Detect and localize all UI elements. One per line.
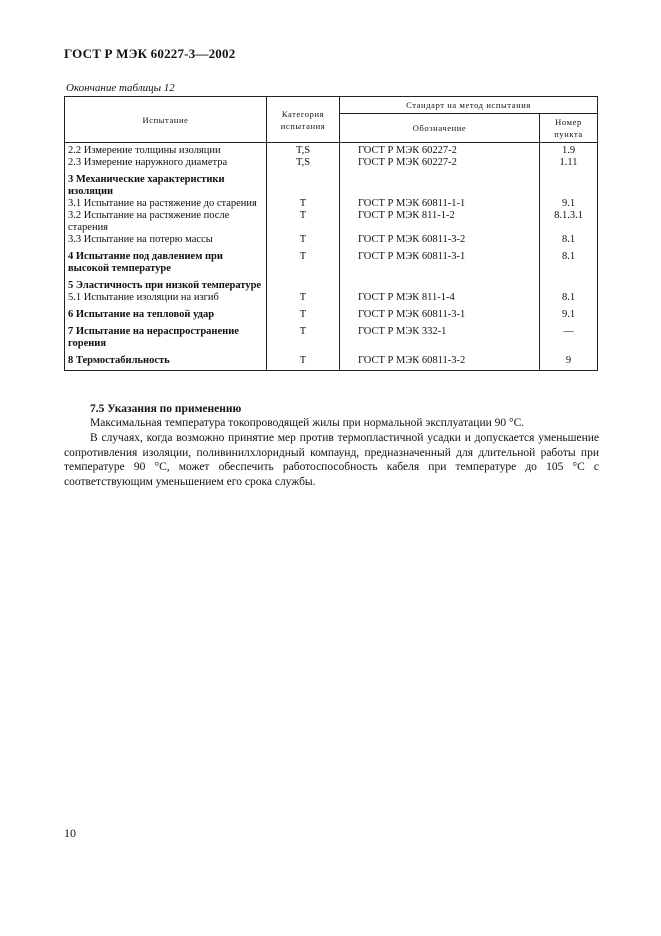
cell-designation: ГОСТ Р МЭК 60811-3-1 xyxy=(340,304,540,321)
cell-designation: ГОСТ Р МЭК 60811-3-2 xyxy=(340,350,540,371)
cell-designation xyxy=(340,275,540,292)
header-standard: Стандарт на метод испытания xyxy=(340,97,598,114)
table-row xyxy=(65,210,598,234)
table-row xyxy=(65,275,598,292)
cell-designation: ГОСТ Р МЭК 60227-2 xyxy=(340,143,540,158)
cell-clause xyxy=(540,275,598,292)
cell-clause: 8.1 xyxy=(540,292,598,304)
table-row xyxy=(65,246,598,275)
test-methods-table xyxy=(64,96,598,371)
cell-designation xyxy=(340,169,540,198)
table-row xyxy=(65,292,598,304)
cell-clause: 1.9 xyxy=(540,143,598,158)
cell-test: 5.1 Испытание изоляции на изгиб xyxy=(65,292,267,304)
table-caption: Окончание таблицы 12 xyxy=(66,82,175,94)
table-row xyxy=(65,321,598,350)
table-row xyxy=(65,304,598,321)
cell-category: Т xyxy=(267,304,340,321)
table-row xyxy=(65,350,598,371)
paragraph: Максимальная температура токопроводящей жилы при нормальной эксплуатации 90 °С. xyxy=(90,417,525,429)
cell-clause: 8.1.3.1 xyxy=(540,210,598,234)
cell-category: Т xyxy=(267,321,340,350)
cell-clause: 8.1 xyxy=(540,246,598,275)
cell-category: Т xyxy=(267,292,340,304)
cell-designation: ГОСТ Р МЭК 60811-3-2 xyxy=(340,234,540,246)
table-row xyxy=(65,169,598,198)
table-row xyxy=(65,143,598,158)
cell-category: T,S xyxy=(267,157,340,169)
header-test: Испытание xyxy=(65,97,267,143)
cell-test: 5 Эластичность при низкой температуре xyxy=(65,275,267,292)
document-header: ГОСТ Р МЭК 60227-3—2002 xyxy=(64,46,236,61)
cell-category: Т xyxy=(267,246,340,275)
cell-test: 7 Испытание на нераспространение горения xyxy=(65,321,267,350)
cell-category xyxy=(267,169,340,198)
cell-clause: 9 xyxy=(540,350,598,371)
cell-test: 6 Испытание на тепловой удар xyxy=(65,304,267,321)
cell-test: 8 Термостабильность xyxy=(65,350,267,371)
cell-category: Т xyxy=(267,210,340,234)
cell-designation: ГОСТ Р МЭК 60811-1-1 xyxy=(340,198,540,210)
header-clause: Номер пункта xyxy=(540,114,598,143)
paragraph: В случаях, когда возможно принятие мер против термопластичной усадки и допускается уменьшение сопротивления изоляции, поливинилхлоридный компаунд, предназначенный для длительной работы при температуре 90 °С, может обеспечить работоспособность кабеля при температуре до 105 °С с соответствующим уменьшением его срока службы. xyxy=(64,432,599,488)
cell-category: Т xyxy=(267,234,340,246)
cell-category: Т xyxy=(267,198,340,210)
cell-test: 4 Испытание под давлением при высокой температуре xyxy=(65,246,267,275)
table-row xyxy=(65,157,598,169)
cell-category: T,S xyxy=(267,143,340,158)
cell-category xyxy=(267,275,340,292)
cell-test: 2.2 Измерение толщины изоляции xyxy=(65,143,267,158)
cell-category: Т xyxy=(267,350,340,371)
table-row xyxy=(65,198,598,210)
cell-clause xyxy=(540,169,598,198)
cell-test: 3.3 Испытание на потерю массы xyxy=(65,234,267,246)
header-category: Категория испытания xyxy=(267,97,340,143)
cell-clause: 9.1 xyxy=(540,304,598,321)
cell-designation: ГОСТ Р МЭК 60811-3-1 xyxy=(340,246,540,275)
cell-test: 3 Механические характеристики изоляции xyxy=(65,169,267,198)
cell-clause: 1.11 xyxy=(540,157,598,169)
cell-designation: ГОСТ Р МЭК 332-1 xyxy=(340,321,540,350)
cell-test: 2.3 Измерение наружного диаметра xyxy=(65,157,267,169)
table-row xyxy=(65,234,598,246)
section-title: 7.5 Указания по применению xyxy=(90,403,242,415)
cell-designation: ГОСТ Р МЭК 811-1-4 xyxy=(340,292,540,304)
cell-test: 3.2 Испытание на растяжение после старения xyxy=(65,210,267,234)
cell-clause: — xyxy=(540,321,598,350)
header-designation: Обозначение xyxy=(340,114,540,143)
cell-test: 3.1 Испытание на растяжение до старения xyxy=(65,198,267,210)
page-number: 10 xyxy=(64,826,76,840)
cell-designation: ГОСТ Р МЭК 811-1-2 xyxy=(340,210,540,234)
cell-clause: 9.1 xyxy=(540,198,598,210)
cell-clause: 8.1 xyxy=(540,234,598,246)
cell-designation: ГОСТ Р МЭК 60227-2 xyxy=(340,157,540,169)
